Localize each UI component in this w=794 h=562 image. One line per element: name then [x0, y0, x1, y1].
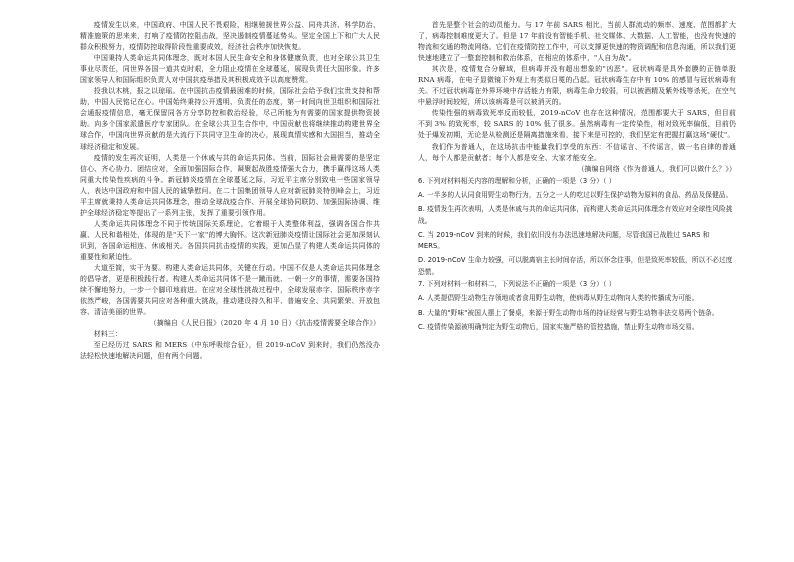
paragraph: 疫情发生以来，中国政府、中国人民不畏艰险，相继驰援世界公益、同舟共济、科学防治、精准施策的思来来，打响了疫情防控阻击战，坚决遏制疫情蔓延势头。坚定全国上下和广大人民群众积极努力，疫情防控取得阶段性重要成效，经济社会秩序加快恢复。 — [80, 21, 380, 52]
source-citation: （摘编自《人民日报》（2020 年 4 月 10 日）《抗击疫情需要全球合作》） — [149, 319, 380, 328]
left-column — [80, 20, 380, 362]
paragraph: 大道至简，实干为要。构建人类命运共同体，关键在行动。中国不仅是人类命运共同体理念的倡导者，更是积极践行者。构建人类命运共同体不是一蹴而就、一朝一夕的事情，需要各国持续不懈地努力，一步一个脚印地前进。在应对全球性挑战过程中，全球发展赤字、国际秩序赤字依然严峻，各国需要共同应对各种重大挑战，推动建设持久和平、普遍安全、共同繁荣、开放包容、清洁美丽的世界。 — [80, 264, 380, 317]
paragraph: 人类命运共同体理念不同于传统国际关系理论，它着眼于人类整体利益，强调各国合作共赢、人民和谐相处，体现的是"天下一家"的博大胸怀。这次新冠肺炎疫情让国际社会更加深刻认识到，各国命运相连、休戚相关。各国共同抗击疫情的实践，更加凸显了构建人类命运共同体的重要性和紧迫性。 — [80, 219, 380, 261]
paragraph: 首先是整个社会的动员能力。与 17 年前 SARS 相比，当前人群流动的频率、速度、范围都扩大了，病毒控制难度更大了。但是 17 年前没有智能手机、社交媒体、大数据、人工智能，也没有快速的物流和交通的物流网络。它们在疫情防控工作中，可以支撑更快速的物资调配和信息沟通，所以我们更快速地建立了一整套控制和救治体系，在相应的体系中，"人自为战"。 — [418, 21, 736, 63]
paragraph: 我们作为普通人，在这场抗击中能量我们享受的东西：不信谣言、不传谣言，做一名自律的普通人，每个人都是贡献者；每个人都是安全、大家才能安全。 — [418, 142, 736, 162]
paragraph: 其次是，疫情复合分解域，但病毒并没有超出想象的"凶恶"。冠状病毒是具外套膜的正链单股 RNA 病毒，在电子显微镜下外观上有类似日冕的凸起。冠状病毒生存中有 10% 的感冒与冠状病毒有关。不过冠状病毒在外界环境中存活能力有限，病毒生命力较弱，可以被酒精及紫外线等杀死，在空气中悬浮时间较短，所以该病毒是可以被消灭的。 — [418, 65, 736, 107]
paragraph: 疫情的发生再次证明，人类是一个休戚与共的命运共同体。当前，国际社会最需要的是坚定信心、齐心协力、团结应对，全面加强国际合作，凝聚起战胜疫情强大合力，携手赢得这场人类同重大传染性疾病的斗争。新冠肺炎疫情在全球蔓延之际，习近平主席分别致电一些国家领导人，表达中国政府和中国人民的诚挚慰问。在二十国集团领导人应对新冠肺炎特别峰会上，习近平主席就秉持人类命运共同体理念，推动全球战疫合作、开展全球协同联防、加强国际协调、维护全球经济稳定等提出了一系列主张，发挥了重要引领作用。 — [80, 153, 380, 217]
question-6-option-b: B. 疫情发生再次表明，人类是休戚与共的命运共同体，而构建人类命运共同体理念有效应对全球性风险挑战。 — [418, 205, 733, 225]
question-7-option-a: A. 人类提倡野生动物生存领地或者食用野生动物，使病毒从野生动物向人类的传播成为可能。 — [418, 294, 699, 303]
question-6-option-d: D. 2019-nCoV 生命力较强，可以脱离宿主长时间存活，所以怀念往事，但是致死率较低，所以不必过度恐慌。 — [418, 256, 733, 276]
source-citation: （摘编自网络《作为普通人，我们可以做什么？》） — [577, 164, 736, 173]
question-7-option-b: B. 大量的"野味"被国人摆上了餐桌，来源于野生动物市场的持证经营与野生动物非法交易两个链条。 — [418, 308, 719, 317]
question-6-option-c: C. 当 2019-nCoV 到来的时候，我们依旧没有办法迅速地解决问题，尽管我国已战胜过 SARS 和 MERS。 — [418, 230, 710, 251]
question-6-stem: 6. 下列对材料相关内容的理解和分析，正确的一项是（3 分）（ ） — [418, 176, 616, 185]
right-column — [418, 20, 736, 333]
question-6-option-a: A. 一半多的人认同食用野生动物行为，五分之一人的吃过以野生保护动物为原料的食品、药品及保健品。 — [418, 190, 733, 199]
question-7-option-c: C. 疫情传染源被明确判定为野生动物后，国家实施严格的管控措施，禁止野生动物市场交易。 — [418, 322, 699, 331]
paragraph: 传染性强的病毒致死率反而较低，2019-nCoV 也存在这种情况，范围都要大于 SARS，但目前不到 3% 的致死率，较 SARS 的 10% 低了很多。虽然病毒有一定传染性，相对致死率偏低，目前仍处于爆发初期，无论是从检测还是隔离措施来看，接下来是可控的，我们坚定有把握打赢这场"硬仗"。 — [418, 109, 736, 140]
question-7-stem: 7. 下列对材料一和材料二，下列说法不正确的一项是（3 分）（ ） — [418, 280, 616, 289]
paragraph: 至已经历过 SARS 和 MERS（中东呼吸综合征），但 2019-nCoV 到来时，我们仍然没办法轻松快速地解决问题，但有两个问题。 — [80, 341, 380, 361]
material-heading: 材料三： — [93, 330, 122, 339]
paragraph: 中国秉持人类命运共同体理念，既对本国人民生命安全和身体健康负责，也对全球公共卫生事业尽责任，同世界各国一道共克时艰，全力阻止疫情在全球蔓延，展现负责任大国形象。许多国家领导人和国际组织负责人对中国抗疫举措及其积极成效予以高度赞赏。 — [80, 54, 380, 85]
paragraph: 投我以木桃，报之以琼瑶。在中国抗击疫情最困难的时候，国际社会给予我们宝贵支持和帮助，中国人民铭记在心。中国始终秉持公开透明、负责任的态度，第一时间向世卫组织和国际社会通报疫情信息，毫无保留同各方分享防控和救治经验，尽己所能为有需要的国家提供物资援助。向多个国家派遣医疗专家团队。在全球公共卫生合作中，中国贡献也将继续推动构建世界全球合作，中国向世界贡献的是大流行下共同守卫生命的决心，展现真情实感和大国担当，推动全球经济稳定和发展。 — [80, 87, 380, 151]
